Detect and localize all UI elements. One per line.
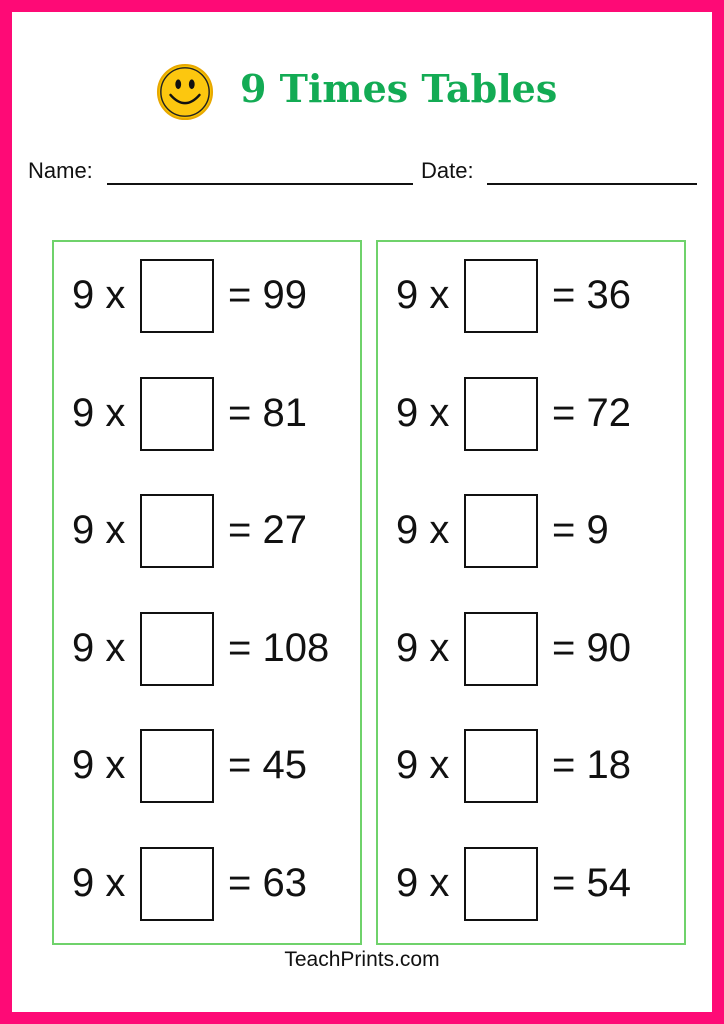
problem-multiplier: 9 x (72, 273, 126, 317)
problem-product: = 99 (228, 273, 307, 317)
problem-row (54, 377, 360, 453)
right-problem-panel (376, 240, 686, 945)
answer-box[interactable] (464, 612, 538, 686)
problem-product: = 9 (552, 508, 609, 553)
date-field[interactable] (487, 183, 697, 185)
answer-box[interactable] (140, 847, 214, 921)
problem-product: = 63 (228, 861, 307, 905)
problem-row (378, 259, 684, 335)
problem-multiplier: 9 x (72, 508, 126, 553)
answer-box[interactable] (140, 259, 214, 333)
problem-row (54, 259, 360, 335)
problem-product: = 54 (552, 861, 631, 905)
answer-box[interactable] (464, 377, 538, 451)
answer-box[interactable] (140, 612, 214, 686)
problem-row (54, 847, 360, 923)
answer-box[interactable] (140, 729, 214, 803)
problem-product: = 90 (552, 625, 631, 670)
problem-row (54, 729, 360, 805)
answer-box[interactable] (464, 847, 538, 921)
left-problem-panel (52, 240, 362, 945)
problem-multiplier: 9 x (72, 625, 126, 670)
smiley-icon (156, 63, 214, 121)
problem-multiplier: 9 x (72, 743, 126, 788)
name-field[interactable] (107, 183, 413, 185)
problem-multiplier: 9 x (396, 625, 450, 670)
problem-row (54, 494, 360, 570)
problem-row (378, 612, 684, 688)
date-label: Date: (421, 158, 474, 183)
problem-multiplier: 9 x (396, 743, 450, 788)
problem-multiplier: 9 x (396, 273, 450, 317)
problem-product: = 81 (228, 390, 307, 435)
name-label: Name: (28, 158, 93, 183)
problem-product: = 72 (552, 390, 631, 435)
page-title: 9 Times Tables (240, 66, 558, 111)
problem-multiplier: 9 x (72, 861, 126, 905)
problem-multiplier: 9 x (396, 508, 450, 553)
answer-box[interactable] (140, 377, 214, 451)
problem-row (378, 847, 684, 923)
problem-product: = 18 (552, 743, 631, 788)
problem-product: = 45 (228, 743, 307, 788)
answer-box[interactable] (464, 259, 538, 333)
answer-box[interactable] (464, 494, 538, 568)
problem-multiplier: 9 x (396, 390, 450, 435)
problem-row (378, 729, 684, 805)
problem-multiplier: 9 x (72, 390, 126, 435)
problem-product: = 27 (228, 508, 307, 553)
problem-multiplier: 9 x (396, 861, 450, 905)
problem-row (378, 494, 684, 570)
problem-row (54, 612, 360, 688)
problem-product: = 108 (228, 625, 330, 670)
answer-box[interactable] (464, 729, 538, 803)
problem-row (378, 377, 684, 453)
answer-box[interactable] (140, 494, 214, 568)
problem-product: = 36 (552, 273, 631, 317)
footer-site: TeachPrints.com (284, 948, 440, 971)
